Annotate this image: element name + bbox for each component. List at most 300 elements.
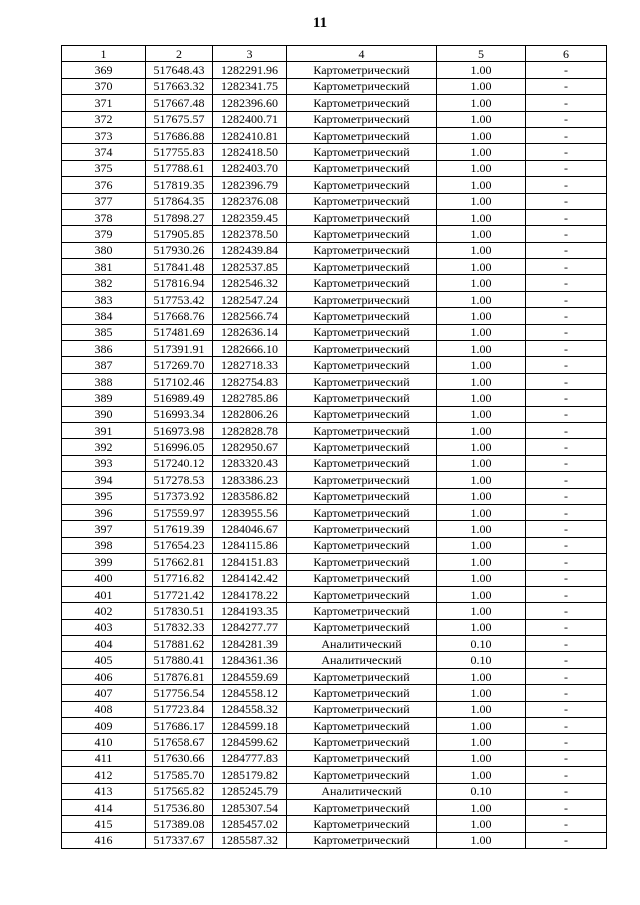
accuracy-cell: 1.00	[437, 275, 526, 291]
table-row	[62, 767, 607, 783]
table-body	[62, 62, 607, 849]
column-header-2: 2	[146, 46, 213, 62]
x-coordinate-cell: 517755.83	[146, 144, 213, 160]
column-header-6: 6	[526, 46, 607, 62]
point-number-cell: 384	[62, 308, 146, 324]
method-cell: Картометрический	[287, 144, 437, 160]
point-number-cell: 390	[62, 406, 146, 422]
table-header-row	[62, 46, 607, 62]
method-cell: Картометрический	[287, 570, 437, 586]
table-row	[62, 504, 607, 520]
note-cell: -	[526, 537, 607, 553]
method-cell: Картометрический	[287, 668, 437, 684]
note-cell: -	[526, 619, 607, 635]
method-cell: Картометрический	[287, 177, 437, 193]
x-coordinate-cell: 517240.12	[146, 455, 213, 471]
table-row	[62, 718, 607, 734]
note-cell: -	[526, 455, 607, 471]
note-cell: -	[526, 308, 607, 324]
point-number-cell: 399	[62, 554, 146, 570]
note-cell: -	[526, 783, 607, 799]
x-coordinate-cell: 517898.27	[146, 209, 213, 225]
point-number-cell: 371	[62, 95, 146, 111]
method-cell: Картометрический	[287, 455, 437, 471]
table-row	[62, 537, 607, 553]
table-row	[62, 521, 607, 537]
note-cell: -	[526, 193, 607, 209]
note-cell: -	[526, 603, 607, 619]
method-cell: Картометрический	[287, 472, 437, 488]
y-coordinate-cell: 1282378.50	[213, 226, 287, 242]
accuracy-cell: 1.00	[437, 718, 526, 734]
note-cell: -	[526, 127, 607, 143]
accuracy-cell: 1.00	[437, 832, 526, 848]
note-cell: -	[526, 668, 607, 684]
y-coordinate-cell: 1283386.23	[213, 472, 287, 488]
note-cell: -	[526, 799, 607, 815]
y-coordinate-cell: 1284599.62	[213, 734, 287, 750]
method-cell: Аналитический	[287, 652, 437, 668]
note-cell: -	[526, 422, 607, 438]
note-cell: -	[526, 406, 607, 422]
point-number-cell: 416	[62, 832, 146, 848]
accuracy-cell: 1.00	[437, 685, 526, 701]
table-row	[62, 78, 607, 94]
table-row	[62, 783, 607, 799]
note-cell: -	[526, 324, 607, 340]
y-coordinate-cell: 1282359.45	[213, 209, 287, 225]
x-coordinate-cell: 516993.34	[146, 406, 213, 422]
table-row	[62, 701, 607, 717]
method-cell: Картометрический	[287, 718, 437, 734]
x-coordinate-cell: 517723.84	[146, 701, 213, 717]
point-number-cell: 411	[62, 750, 146, 766]
y-coordinate-cell: 1282396.79	[213, 177, 287, 193]
accuracy-cell: 1.00	[437, 341, 526, 357]
y-coordinate-cell: 1282754.83	[213, 373, 287, 389]
method-cell: Картометрический	[287, 259, 437, 275]
point-number-cell: 386	[62, 341, 146, 357]
method-cell: Картометрический	[287, 832, 437, 848]
point-number-cell: 410	[62, 734, 146, 750]
accuracy-cell: 1.00	[437, 488, 526, 504]
note-cell: -	[526, 144, 607, 160]
table-row	[62, 259, 607, 275]
note-cell: -	[526, 78, 607, 94]
point-number-cell: 375	[62, 160, 146, 176]
y-coordinate-cell: 1285245.79	[213, 783, 287, 799]
y-coordinate-cell: 1282403.70	[213, 160, 287, 176]
method-cell: Картометрический	[287, 422, 437, 438]
accuracy-cell: 1.00	[437, 127, 526, 143]
point-number-cell: 409	[62, 718, 146, 734]
x-coordinate-cell: 517756.54	[146, 685, 213, 701]
table-row	[62, 291, 607, 307]
x-coordinate-cell: 517876.81	[146, 668, 213, 684]
y-coordinate-cell: 1282566.74	[213, 308, 287, 324]
accuracy-cell: 1.00	[437, 373, 526, 389]
y-coordinate-cell: 1284281.39	[213, 636, 287, 652]
table-row	[62, 324, 607, 340]
note-cell: -	[526, 242, 607, 258]
accuracy-cell: 1.00	[437, 570, 526, 586]
accuracy-cell: 1.00	[437, 767, 526, 783]
accuracy-cell: 1.00	[437, 144, 526, 160]
method-cell: Картометрический	[287, 226, 437, 242]
method-cell: Картометрический	[287, 341, 437, 357]
column-header-4: 4	[287, 46, 437, 62]
table-row	[62, 144, 607, 160]
y-coordinate-cell: 1282400.71	[213, 111, 287, 127]
point-number-cell: 381	[62, 259, 146, 275]
accuracy-cell: 1.00	[437, 390, 526, 406]
point-number-cell: 397	[62, 521, 146, 537]
point-number-cell: 374	[62, 144, 146, 160]
note-cell: -	[526, 701, 607, 717]
point-number-cell: 404	[62, 636, 146, 652]
table-row	[62, 341, 607, 357]
y-coordinate-cell: 1282341.75	[213, 78, 287, 94]
point-number-cell: 376	[62, 177, 146, 193]
point-number-cell: 393	[62, 455, 146, 471]
table-row	[62, 160, 607, 176]
x-coordinate-cell: 517816.94	[146, 275, 213, 291]
accuracy-cell: 1.00	[437, 554, 526, 570]
method-cell: Картометрический	[287, 373, 437, 389]
method-cell: Картометрический	[287, 586, 437, 602]
y-coordinate-cell: 1285179.82	[213, 767, 287, 783]
y-coordinate-cell: 1284558.32	[213, 701, 287, 717]
y-coordinate-cell: 1285457.02	[213, 816, 287, 832]
accuracy-cell: 1.00	[437, 455, 526, 471]
note-cell: -	[526, 177, 607, 193]
y-coordinate-cell: 1284142.42	[213, 570, 287, 586]
y-coordinate-cell: 1282410.81	[213, 127, 287, 143]
accuracy-cell: 1.00	[437, 521, 526, 537]
table-row	[62, 308, 607, 324]
x-coordinate-cell: 517832.33	[146, 619, 213, 635]
y-coordinate-cell: 1282396.60	[213, 95, 287, 111]
y-coordinate-cell: 1282636.14	[213, 324, 287, 340]
note-cell: -	[526, 685, 607, 701]
point-number-cell: 370	[62, 78, 146, 94]
y-coordinate-cell: 1282418.50	[213, 144, 287, 160]
accuracy-cell: 1.00	[437, 242, 526, 258]
method-cell: Аналитический	[287, 636, 437, 652]
x-coordinate-cell: 517864.35	[146, 193, 213, 209]
y-coordinate-cell: 1282439.84	[213, 242, 287, 258]
method-cell: Картометрический	[287, 504, 437, 520]
table-row	[62, 62, 607, 78]
note-cell: -	[526, 750, 607, 766]
note-cell: -	[526, 226, 607, 242]
note-cell: -	[526, 504, 607, 520]
table-row	[62, 488, 607, 504]
accuracy-cell: 1.00	[437, 750, 526, 766]
method-cell: Картометрический	[287, 406, 437, 422]
table-row	[62, 242, 607, 258]
x-coordinate-cell: 517716.82	[146, 570, 213, 586]
table-row	[62, 111, 607, 127]
note-cell: -	[526, 95, 607, 111]
accuracy-cell: 1.00	[437, 406, 526, 422]
y-coordinate-cell: 1283586.82	[213, 488, 287, 504]
point-number-cell: 391	[62, 422, 146, 438]
table-row	[62, 127, 607, 143]
note-cell: -	[526, 209, 607, 225]
x-coordinate-cell: 517337.67	[146, 832, 213, 848]
accuracy-cell: 1.00	[437, 537, 526, 553]
table-row	[62, 373, 607, 389]
table-row	[62, 799, 607, 815]
accuracy-cell: 1.00	[437, 160, 526, 176]
x-coordinate-cell: 517841.48	[146, 259, 213, 275]
page-number: 11	[312, 15, 328, 31]
point-number-cell: 415	[62, 816, 146, 832]
point-number-cell: 394	[62, 472, 146, 488]
x-coordinate-cell: 517565.82	[146, 783, 213, 799]
method-cell: Картометрический	[287, 537, 437, 553]
note-cell: -	[526, 652, 607, 668]
table-row	[62, 734, 607, 750]
x-coordinate-cell: 517373.92	[146, 488, 213, 504]
accuracy-cell: 1.00	[437, 472, 526, 488]
y-coordinate-cell: 1284178.22	[213, 586, 287, 602]
y-coordinate-cell: 1284193.35	[213, 603, 287, 619]
method-cell: Картометрический	[287, 62, 437, 78]
accuracy-cell: 1.00	[437, 734, 526, 750]
note-cell: -	[526, 636, 607, 652]
point-number-cell: 383	[62, 291, 146, 307]
x-coordinate-cell: 517721.42	[146, 586, 213, 602]
column-header-5: 5	[437, 46, 526, 62]
accuracy-cell: 1.00	[437, 95, 526, 111]
method-cell: Картометрический	[287, 291, 437, 307]
x-coordinate-cell: 517654.23	[146, 537, 213, 553]
accuracy-cell: 1.00	[437, 226, 526, 242]
x-coordinate-cell: 517658.67	[146, 734, 213, 750]
accuracy-cell: 1.00	[437, 78, 526, 94]
y-coordinate-cell: 1284361.36	[213, 652, 287, 668]
method-cell: Картометрический	[287, 685, 437, 701]
x-coordinate-cell: 517905.85	[146, 226, 213, 242]
point-number-cell: 385	[62, 324, 146, 340]
point-number-cell: 387	[62, 357, 146, 373]
method-cell: Картометрический	[287, 242, 437, 258]
x-coordinate-cell: 517648.43	[146, 62, 213, 78]
accuracy-cell: 1.00	[437, 422, 526, 438]
accuracy-cell: 1.00	[437, 504, 526, 520]
method-cell: Картометрический	[287, 554, 437, 570]
point-number-cell: 392	[62, 439, 146, 455]
y-coordinate-cell: 1282376.08	[213, 193, 287, 209]
x-coordinate-cell: 516989.49	[146, 390, 213, 406]
y-coordinate-cell: 1282806.26	[213, 406, 287, 422]
y-coordinate-cell: 1282718.33	[213, 357, 287, 373]
accuracy-cell: 1.00	[437, 816, 526, 832]
x-coordinate-cell: 517662.81	[146, 554, 213, 570]
point-number-cell: 372	[62, 111, 146, 127]
accuracy-cell: 1.00	[437, 619, 526, 635]
column-header-1: 1	[62, 46, 146, 62]
table-row	[62, 406, 607, 422]
table-row	[62, 832, 607, 848]
method-cell: Картометрический	[287, 619, 437, 635]
y-coordinate-cell: 1282828.78	[213, 422, 287, 438]
method-cell: Картометрический	[287, 357, 437, 373]
accuracy-cell: 1.00	[437, 357, 526, 373]
table-row	[62, 209, 607, 225]
table-row	[62, 439, 607, 455]
x-coordinate-cell: 517585.70	[146, 767, 213, 783]
y-coordinate-cell: 1284559.69	[213, 668, 287, 684]
x-coordinate-cell: 517278.53	[146, 472, 213, 488]
note-cell: -	[526, 816, 607, 832]
method-cell: Картометрический	[287, 193, 437, 209]
table-row	[62, 619, 607, 635]
point-number-cell: 402	[62, 603, 146, 619]
x-coordinate-cell: 517630.66	[146, 750, 213, 766]
accuracy-cell: 1.00	[437, 62, 526, 78]
method-cell: Картометрический	[287, 78, 437, 94]
table-row	[62, 357, 607, 373]
x-coordinate-cell: 517668.76	[146, 308, 213, 324]
x-coordinate-cell: 517753.42	[146, 291, 213, 307]
accuracy-cell: 1.00	[437, 324, 526, 340]
point-number-cell: 379	[62, 226, 146, 242]
note-cell: -	[526, 472, 607, 488]
point-number-cell: 380	[62, 242, 146, 258]
y-coordinate-cell: 1285307.54	[213, 799, 287, 815]
note-cell: -	[526, 160, 607, 176]
accuracy-cell: 1.00	[437, 259, 526, 275]
accuracy-cell: 0.10	[437, 652, 526, 668]
y-coordinate-cell: 1282950.67	[213, 439, 287, 455]
method-cell: Картометрический	[287, 209, 437, 225]
table-row	[62, 275, 607, 291]
method-cell: Картометрический	[287, 439, 437, 455]
method-cell: Картометрический	[287, 799, 437, 815]
note-cell: -	[526, 291, 607, 307]
note-cell: -	[526, 586, 607, 602]
table-row	[62, 95, 607, 111]
note-cell: -	[526, 718, 607, 734]
y-coordinate-cell: 1284115.86	[213, 537, 287, 553]
y-coordinate-cell: 1284046.67	[213, 521, 287, 537]
table-row	[62, 422, 607, 438]
x-coordinate-cell: 517686.17	[146, 718, 213, 734]
point-number-cell: 407	[62, 685, 146, 701]
x-coordinate-cell: 517686.88	[146, 127, 213, 143]
x-coordinate-cell: 517675.57	[146, 111, 213, 127]
x-coordinate-cell: 517619.39	[146, 521, 213, 537]
x-coordinate-cell: 517667.48	[146, 95, 213, 111]
method-cell: Картометрический	[287, 308, 437, 324]
point-number-cell: 401	[62, 586, 146, 602]
coordinates-table	[61, 45, 607, 849]
note-cell: -	[526, 390, 607, 406]
table-row	[62, 472, 607, 488]
y-coordinate-cell: 1284277.77	[213, 619, 287, 635]
y-coordinate-cell: 1284558.12	[213, 685, 287, 701]
x-coordinate-cell: 517389.08	[146, 816, 213, 832]
note-cell: -	[526, 111, 607, 127]
x-coordinate-cell: 517788.61	[146, 160, 213, 176]
note-cell: -	[526, 62, 607, 78]
method-cell: Картометрический	[287, 750, 437, 766]
point-number-cell: 389	[62, 390, 146, 406]
y-coordinate-cell: 1284599.18	[213, 718, 287, 734]
x-coordinate-cell: 517880.41	[146, 652, 213, 668]
method-cell: Картометрический	[287, 95, 437, 111]
method-cell: Картометрический	[287, 816, 437, 832]
table-row	[62, 668, 607, 684]
method-cell: Картометрический	[287, 111, 437, 127]
x-coordinate-cell: 516973.98	[146, 422, 213, 438]
accuracy-cell: 1.00	[437, 177, 526, 193]
point-number-cell: 395	[62, 488, 146, 504]
table-row	[62, 603, 607, 619]
note-cell: -	[526, 373, 607, 389]
accuracy-cell: 1.00	[437, 291, 526, 307]
point-number-cell: 373	[62, 127, 146, 143]
note-cell: -	[526, 488, 607, 504]
accuracy-cell: 1.00	[437, 586, 526, 602]
table-row	[62, 586, 607, 602]
method-cell: Картометрический	[287, 603, 437, 619]
x-coordinate-cell: 517481.69	[146, 324, 213, 340]
table-row	[62, 554, 607, 570]
y-coordinate-cell: 1282785.86	[213, 390, 287, 406]
point-number-cell: 382	[62, 275, 146, 291]
method-cell: Картометрический	[287, 767, 437, 783]
accuracy-cell: 1.00	[437, 193, 526, 209]
note-cell: -	[526, 554, 607, 570]
x-coordinate-cell: 517819.35	[146, 177, 213, 193]
note-cell: -	[526, 734, 607, 750]
x-coordinate-cell: 517391.91	[146, 341, 213, 357]
method-cell: Картометрический	[287, 324, 437, 340]
x-coordinate-cell: 517536.80	[146, 799, 213, 815]
note-cell: -	[526, 357, 607, 373]
method-cell: Картометрический	[287, 390, 437, 406]
y-coordinate-cell: 1282666.10	[213, 341, 287, 357]
note-cell: -	[526, 275, 607, 291]
y-coordinate-cell: 1282291.96	[213, 62, 287, 78]
method-cell: Картометрический	[287, 275, 437, 291]
note-cell: -	[526, 767, 607, 783]
point-number-cell: 408	[62, 701, 146, 717]
accuracy-cell: 1.00	[437, 308, 526, 324]
accuracy-cell: 0.10	[437, 636, 526, 652]
table-row	[62, 390, 607, 406]
y-coordinate-cell: 1284151.83	[213, 554, 287, 570]
point-number-cell: 403	[62, 619, 146, 635]
point-number-cell: 377	[62, 193, 146, 209]
table-row	[62, 455, 607, 471]
point-number-cell: 400	[62, 570, 146, 586]
table-row	[62, 177, 607, 193]
y-coordinate-cell: 1282546.32	[213, 275, 287, 291]
x-coordinate-cell: 517102.46	[146, 373, 213, 389]
note-cell: -	[526, 832, 607, 848]
x-coordinate-cell: 516996.05	[146, 439, 213, 455]
note-cell: -	[526, 439, 607, 455]
method-cell: Картометрический	[287, 734, 437, 750]
method-cell: Картометрический	[287, 127, 437, 143]
accuracy-cell: 1.00	[437, 439, 526, 455]
y-coordinate-cell: 1285587.32	[213, 832, 287, 848]
